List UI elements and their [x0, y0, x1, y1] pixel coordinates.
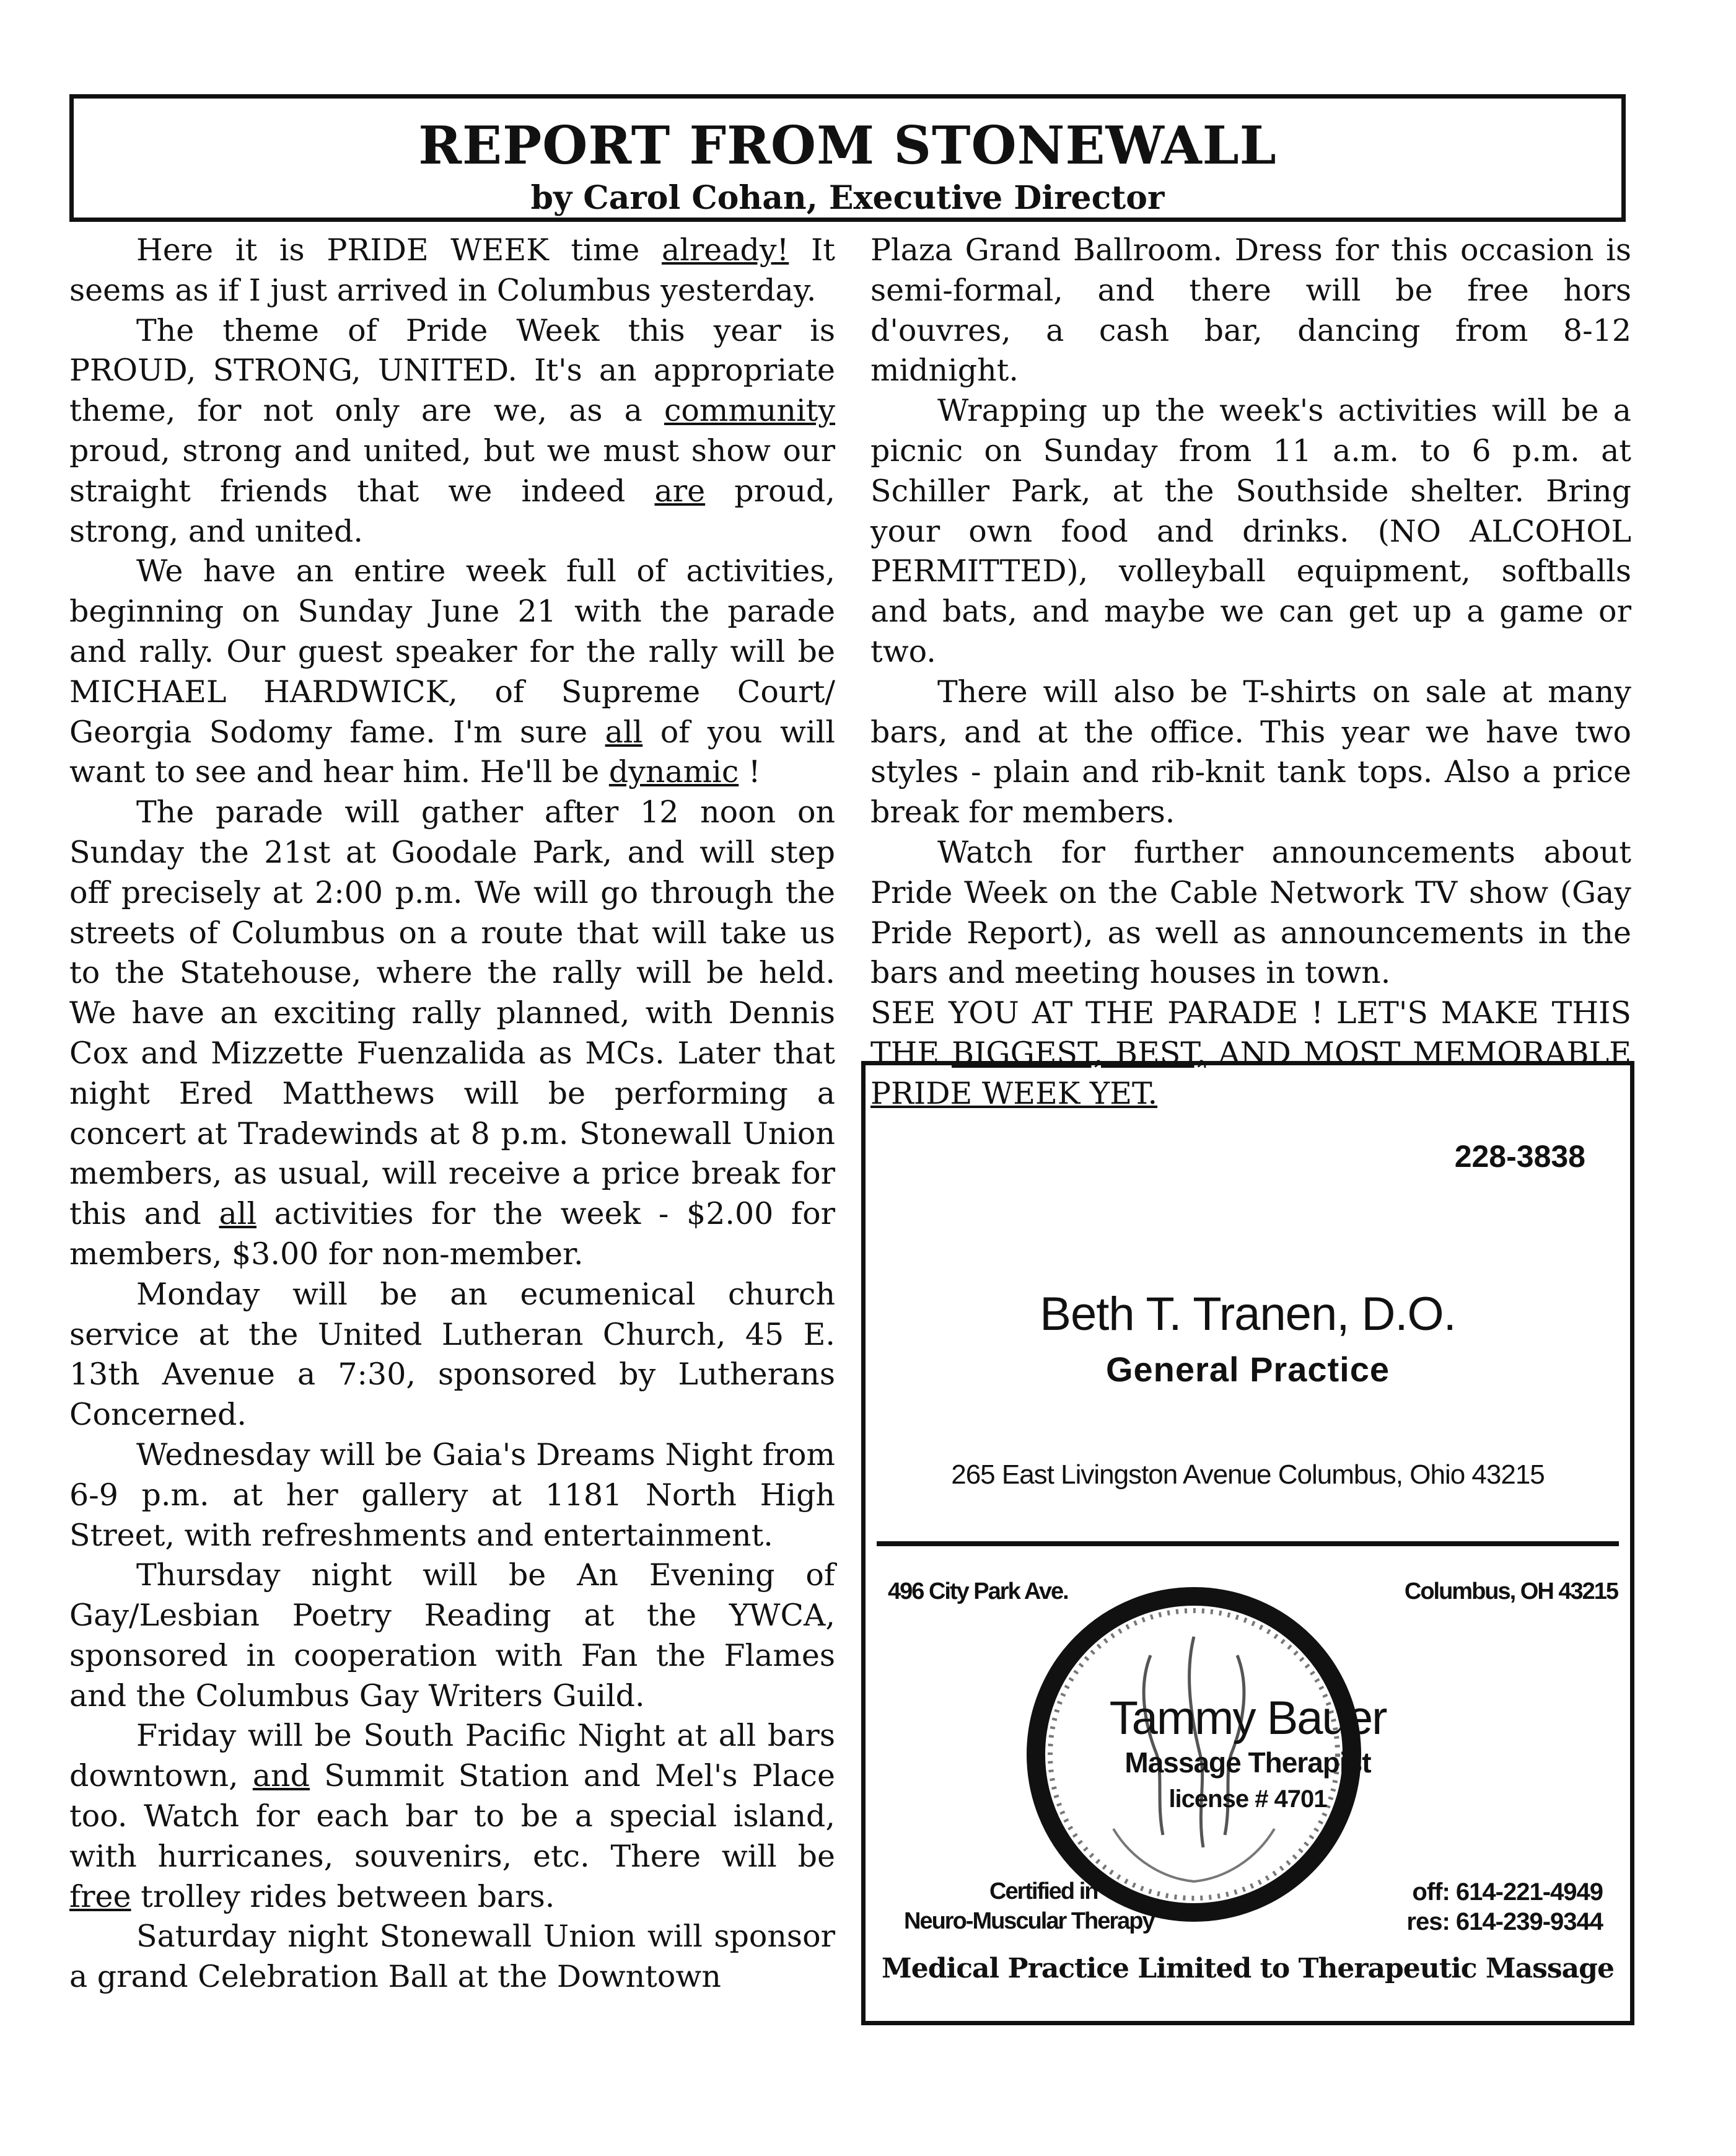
- paragraph-text: Summit Station and Mel's Place too. Watch for each bar to be a special island, with hurricanes, souvenirs, etc. There will be: [69, 1758, 835, 1874]
- article-paragraph: [69, 1917, 835, 1997]
- article-paragraph: [870, 672, 1631, 833]
- massage-name: Tammy Bauer: [1109, 1692, 1387, 1745]
- article-paragraph: [69, 552, 835, 793]
- doctor-phone: 228-3838: [1454, 1139, 1585, 1174]
- article-header: [69, 94, 1626, 222]
- doctor-practice: General Practice: [1105, 1350, 1390, 1389]
- article-column-right: [870, 231, 1631, 1114]
- paragraph-text: Friday will be South Pacific Night at all bars downtown,: [69, 1718, 835, 1794]
- paragraph-text: Monday will be an ecumenical church service at the United Lutheran Church, 45 E. 13th Avenue a 7:30, sponsored by Lutherans Concerned.: [69, 1276, 835, 1433]
- massage-license: license # 4701: [1168, 1785, 1327, 1813]
- paragraph-text: !: [739, 754, 761, 790]
- article-paragraph: [870, 833, 1631, 993]
- underlined-text: PRIDE WEEK YET.: [870, 1075, 1158, 1111]
- paragraph-text: It seems as if I just arrived in Columbus yesterday.: [69, 232, 835, 308]
- article-paragraph: [69, 1275, 835, 1435]
- article-paragraph: [69, 793, 835, 1275]
- underlined-text: dynamic: [608, 754, 739, 790]
- paragraph-text: trolley rides between bars.: [131, 1878, 555, 1914]
- article-paragraph: [870, 231, 1631, 391]
- paragraph-text: Thursday night will be An Evening of Gay/Lesbian Poetry Reading at the YWCA, sponsored in cooperation with Fan the Flames and the Columbus Gay Writers Guild.: [69, 1557, 835, 1714]
- paragraph-text: proud, strong and united, but we must show our straight friends that we indeed: [69, 433, 835, 509]
- underlined-text: and: [252, 1758, 310, 1794]
- article-paragraph: [69, 311, 835, 552]
- article-paragraph: [870, 391, 1631, 672]
- paragraph-text: The theme of Pride Week this year is PROUD, STRONG, UNITED. It's an appropriate theme, for not only are we, as a: [69, 312, 835, 429]
- article-column-left: [69, 231, 835, 1997]
- paragraph-text: We have an entire week full of activities, beginning on Sunday June 21 with the parade and rally. Our guest speaker for the rally will be MICHAEL HARDWICK, of Supreme Court/ Georgia Sodomy fame. I'm sure: [69, 553, 835, 750]
- underlined-text: BIGGEST, BEST,: [952, 1035, 1206, 1071]
- paragraph-text: activities for the week - $2.00 for members, $3.00 for non-member.: [69, 1196, 835, 1272]
- paragraph-text: Saturday night Stonewall Union will sponsor a grand Celebration Ball at the Downtown: [69, 1919, 835, 1995]
- doctor-name: Beth T. Tranen, D.O.: [1040, 1288, 1456, 1340]
- paragraph-text: Plaza Grand Ballroom. Dress for this occasion is semi-formal, and there will be free hors d'ouvres, a cash bar, dancing from 8-12 midnight.: [870, 232, 1631, 389]
- paragraph-text: The parade will gather after 12 noon on Sunday the 21st at Goodale Park, and will step off precisely at 2:00 p.m. We will go through the streets of Columbus on a route that will take us to the Statehouse, where the rally will be held. We have an exciting rally planned, with Dennis Cox and Mizzette Fuenzalida as MCs. Later that night Ered Matthews will be performing a concert at Tradewinds at 8 p.m. Stonewall Union members, as usual, will receive a price break for this and: [69, 794, 835, 1232]
- underlined-text: are: [654, 473, 706, 509]
- paragraph-text: Watch for further announcements about Pride Week on the Cable Network TV show (Gay Pride Report), as well as announcements in the bars and meeting houses in town.: [870, 834, 1631, 991]
- massage-city: Columbus, OH 43215: [1404, 1578, 1618, 1604]
- paragraph-text: Wrapping up the week's activities will be a picnic on Sunday from 11 a.m. to 6 p.m. at Schiller Park, at the Southside shelter. Bring your own food and drinks. (NO ALCOHOL PERMITTED), volleyball equipment, softballs and bats, and maybe we can get up a game or two.: [870, 393, 1631, 669]
- massage-title: Massage Therapist: [1124, 1746, 1371, 1779]
- article-paragraph: [69, 1716, 835, 1917]
- doctor-address: 265 East Livingston Avenue Columbus, Ohio 43215: [951, 1459, 1545, 1490]
- massage-certification-line-1: Certified in: [989, 1878, 1098, 1904]
- article-byline: by Carol Cohan, Executive Director: [530, 179, 1165, 217]
- paragraph-text: proud, strong, and united.: [69, 473, 835, 549]
- underlined-text: already!: [662, 232, 789, 268]
- article-paragraph: [69, 231, 835, 311]
- massage-office-phone: off: 614-221-4949: [1412, 1878, 1603, 1906]
- massage-footer: Medical Practice Limited to Therapeutic Massage: [882, 1953, 1614, 1984]
- advertisement-box: [861, 1061, 1634, 2025]
- paragraph-text: Wednesday will be Gaia's Dreams Night from 6-9 p.m. at her gallery at 1181 North High Street, with refreshments and entertainment.: [69, 1437, 835, 1553]
- massage-residence-phone: res: 614-239-9344: [1406, 1908, 1603, 1935]
- massage-certification-line-2: Neuro-Muscular Therapy: [904, 1908, 1154, 1934]
- massage-street: 496 City Park Ave.: [888, 1578, 1068, 1604]
- article-title: REPORT FROM STONEWALL: [418, 115, 1277, 176]
- paragraph-text: AND MOST MEMORABLE: [1206, 1035, 1631, 1071]
- underlined-text: community: [664, 393, 835, 429]
- paragraph-text: Here it is PRIDE WEEK time: [136, 232, 662, 268]
- underlined-text: all: [219, 1196, 256, 1232]
- article-paragraph: [69, 1555, 835, 1716]
- paragraph-text: of you will want to see and hear him. He'll be: [69, 714, 835, 790]
- underlined-text: free: [69, 1878, 131, 1914]
- ad-divider: [877, 1541, 1619, 1546]
- article-paragraph: [69, 1435, 835, 1555]
- paragraph-text: There will also be T-shirts on sale at many bars, and at the office. This year we have two styles - plain and rib-knit tank tops. Also a price break for members.: [870, 674, 1631, 830]
- underlined-text: all: [605, 714, 643, 750]
- paragraph-text: SEE YOU AT THE PARADE ! LET'S MAKE THIS THE: [870, 995, 1631, 1071]
